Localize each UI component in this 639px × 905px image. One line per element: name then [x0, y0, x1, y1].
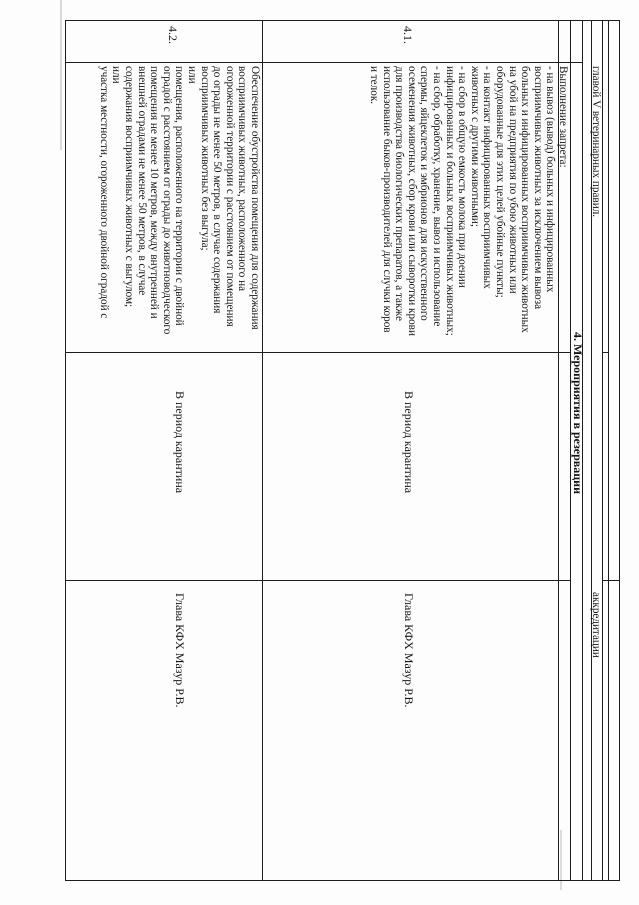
chapter-reference: главой V ветеринарных правил.: [590, 66, 602, 218]
text-line: внешней оградами не менее 50 метров, в случае: [135, 66, 148, 296]
text-line: участка местности, огороженного двойной оградой с: [97, 66, 110, 319]
text-line: использование быков-производителей для случки коров: [380, 66, 393, 333]
table-rule: [602, 20, 603, 880]
text-line: - на вывоз (вывод) больных и инфицированных: [544, 66, 557, 293]
text-line: содержания восприимчивых животных с выгулом;: [123, 66, 136, 308]
text-line: огороженной территории с расстоянием от помещения: [223, 66, 236, 327]
table-border-top: [619, 20, 620, 880]
responsible-person: Глава КФХ Мазур Р.В.: [173, 593, 187, 708]
column-rule: [603, 352, 609, 353]
responsible-person: Глава КФХ Мазур Р.В.: [402, 593, 416, 708]
text-line: до ограды не менее 50 метров, в случае содержания: [211, 66, 224, 314]
column-rule: [602, 580, 620, 581]
text-line: на убой на предприятия по убою животных или: [506, 66, 519, 294]
text-line: - на контакт инфицированных восприимчивых: [481, 66, 494, 289]
text-line: животных с другими животными;: [468, 66, 481, 228]
text-line: восприимчивых животных без выгула;: [198, 66, 211, 251]
text-line: оградой с расстоянием от ограды до животноводческого: [160, 66, 173, 335]
column-rule: [65, 352, 571, 353]
column-rule: [65, 62, 583, 63]
text-line: и телок.: [368, 66, 381, 105]
text-line: инфицированных и больных восприимчивых животных;: [443, 66, 456, 336]
text-line: спермы, яйцеклеток и эмбрионов для искусственного: [418, 66, 431, 321]
text-line: помещения, расположенного на территории с двойной: [173, 66, 186, 326]
section-heading: 4. Мероприятия в резервации: [571, 332, 585, 494]
text-line: Обеспечение обустройства помещения для содержания: [249, 66, 261, 330]
measure-description: [65, 66, 261, 348]
text-line: восприимчивых животных, расположенного на: [236, 66, 249, 292]
accreditation-label: аккредитации: [590, 592, 602, 658]
period: В период карантина: [402, 391, 416, 494]
text-line: восприимчивых животных за исключением вывоза: [531, 66, 544, 310]
table-rule: [608, 20, 609, 880]
text-line: помещения не менее 10 метров, между внутренней и: [148, 66, 161, 319]
row-number: 4.2.: [166, 26, 180, 44]
text-line: или: [186, 66, 199, 84]
table-border-right: [65, 880, 620, 881]
text-line: для производства биологических препаратов, а также: [393, 66, 406, 321]
text-line: - на сбор, обработку, хранение, вывоз и использование: [431, 66, 444, 327]
text-line: больных и инфицированных восприимчивых животных: [519, 66, 532, 333]
period: В период карантина: [173, 391, 187, 494]
table-border-left: [65, 20, 620, 21]
text-line: или: [110, 66, 123, 84]
column-rule: [65, 580, 571, 581]
text-line: осеменения животных, сбор крови или сыворотки крови: [405, 66, 418, 336]
measure-description: [263, 66, 569, 348]
text-line: - на сбор в общую емкость молока при доении: [456, 66, 469, 288]
row-number: 4.1.: [401, 26, 415, 44]
text-line: Выполнение запрета:: [557, 66, 569, 168]
text-line: оборудованные для этих целей убойные пункты;: [494, 66, 507, 298]
